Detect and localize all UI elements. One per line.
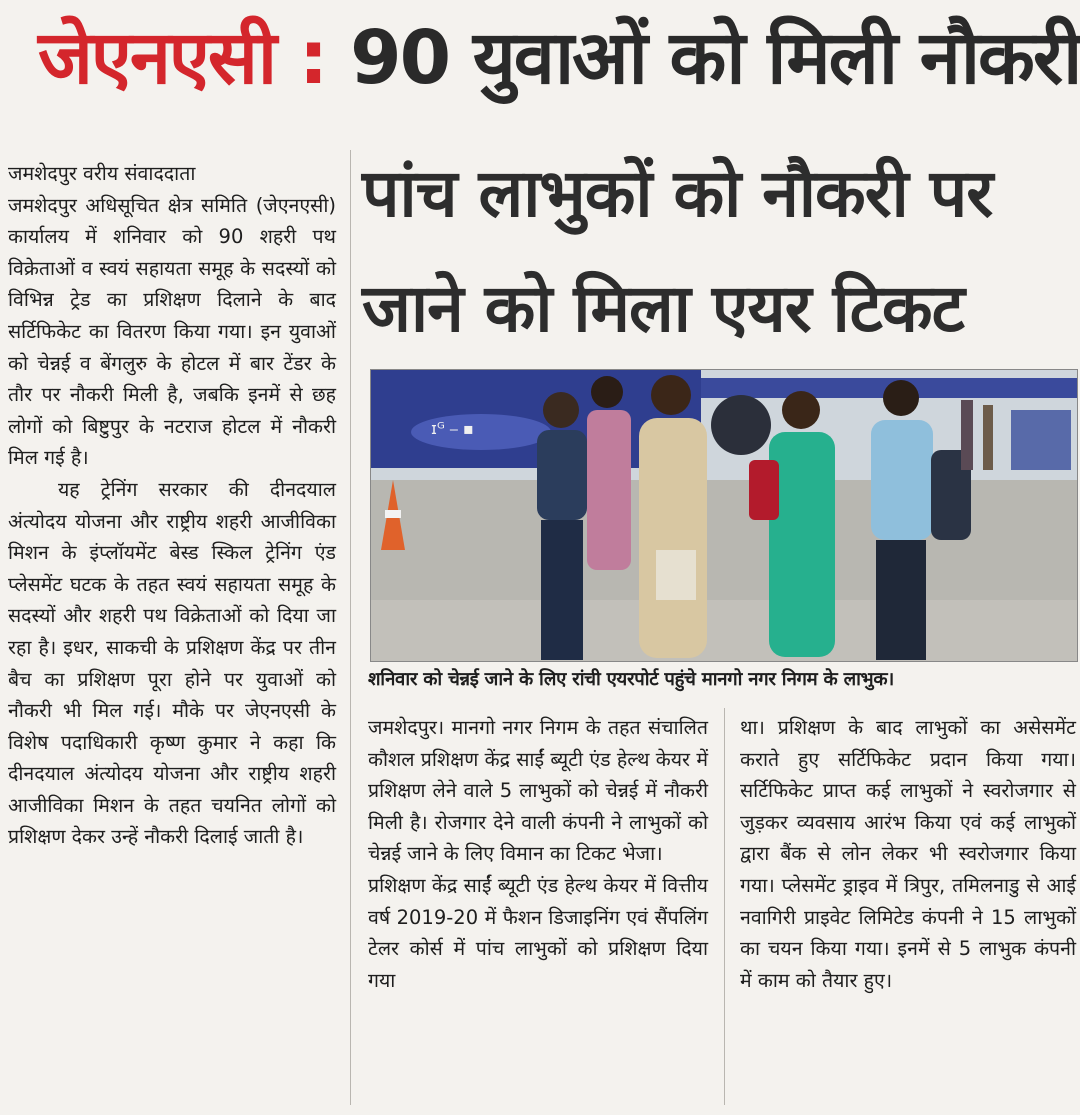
reporter-byline: जमशेदपुर वरीय संवाददाता xyxy=(8,162,196,185)
article-paragraph: प्रशिक्षण केंद्र साईं ब्यूटी एंड हेल्थ केयर में वित्तीय वर्ष 2019-20 में फैशन डिजाइनिंग एवं सैंपलिंग टेलर कोर्स में पांच लाभुकों को प्रशिक्षण दिया गया xyxy=(368,873,708,992)
svg-text:ɪᴳ ⎯ ▪: ɪᴳ ⎯ ▪ xyxy=(431,419,474,438)
article-paragraph: यह ट्रेनिंग सरकार की दीनदयाल अंत्योदय योजना और राष्ट्रीय शहरी आजीविका मिशन के इंप्लॉयमेंट बेस्ड स्किल ट्रेनिंग एंड प्लेसमेंट घटक के तहत स्वयं सहायता समूह के सदस्यों और शहरी पथ विक्रेताओं को दिया जा रहा है। इधर, साकची के प्रशिक्षण केंद्र पर तीन बैच का प्रशिक्षण पूरा होने पर युवाओं को नौकरी भी मिल गई। मौके पर जेएनएसी के विशेष पदाधिकारी कृष्ण कुमार ने कहा कि दीनदयाल अंत्योदय योजना और राष्ट्रीय शहरी आजीविका मिशन के तहत चयनित लोगों को प्रशिक्षण देकर उन्हें नौकरी दिलाई जाती है। xyxy=(8,477,336,849)
subheadline-line2: जाने को मिला एयर टिकट xyxy=(362,270,964,347)
column-divider-left xyxy=(350,150,351,1105)
column-divider-middle xyxy=(724,708,725,1105)
news-photo xyxy=(370,369,1078,662)
headline-prefix: जेएनएसी : xyxy=(38,15,327,101)
photo-caption: शनिवार को चेन्नई जाने के लिए रांची एयरपोर्ट पहुंचे मानगो नगर निगम के लाभुक। xyxy=(368,669,894,690)
left-column xyxy=(8,158,336,853)
subheadline-line1: पांच लाभुकों को नौकरी पर xyxy=(362,155,993,232)
headline xyxy=(38,4,1078,112)
middle-column xyxy=(368,712,708,996)
article-paragraph: जमशेदपुर अधिसूचित क्षेत्र समिति (जेएनएसी) कार्यालय में शनिवार को 90 शहरी पथ विक्रेताओं व स्वयं सहायता समूह के सदस्यों को विभिन्न ट्रेड का प्रशिक्षण दिलाने के बाद सर्टिफिकेट का वितरण किया गया। इन युवाओं को चेन्नई व बेंगलुरु के होटल में बार टेंडर के तौर पर नौकरी मिली है, जबकि इनमें से छह लोगों को बिष्टुपुर के नटराज होटल में नौकरी मिल गई है। xyxy=(8,193,336,470)
article-paragraph: था। प्रशिक्षण के बाद लाभुकों का असेसमेंट कराते हुए सर्टिफिकेट प्रदान किया गया। सर्टिफिकेट प्राप्त कई लाभुकों ने स्वरोजगार से जुड़कर व्यवसाय आरंभ किया एवं कई लाभुकों द्वारा बैंक से लोन लेकर भी स्वरोजगार किया गया। प्लेसमेंट ड्राइव में त्रिपुर, तमिलनाडु से आई नवागिरी प्राइवेट लिमिटेड कंपनी ने 15 लाभुकों का चयन किया गया। इनमें से 5 लाभुक कंपनी में काम को तैयार हुए। xyxy=(740,716,1076,992)
headline-main: 90 युवाओं को मिली नौकरी xyxy=(350,15,1080,101)
article-paragraph: जमशेदपुर। मानगो नगर निगम के तहत संचालित कौशल प्रशिक्षण केंद्र साईं ब्यूटी एंड हेल्थ केयर में प्रशिक्षण लेने वाले 5 लाभुकों को चेन्नई में नौकरी मिली है। रोजगार देने वाली कंपनी ने लाभुकों को चेन्नई जाने के लिए विमान का टिकट भेजा। xyxy=(368,716,708,866)
right-column xyxy=(740,712,1076,996)
